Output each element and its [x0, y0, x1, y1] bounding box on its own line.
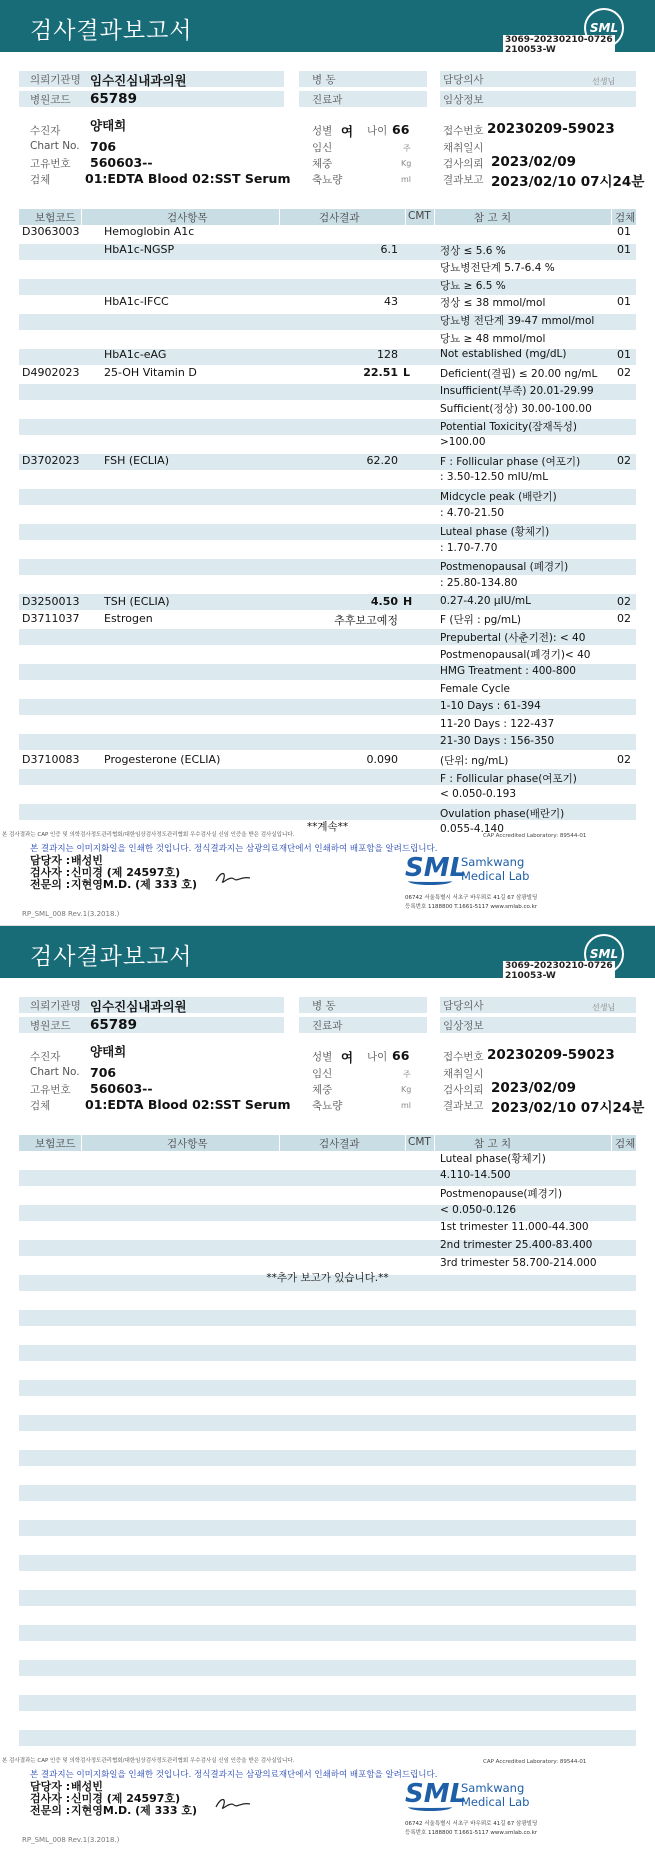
urine-unit: ml [401, 1101, 412, 1110]
pregnancy-unit: 주 [403, 144, 411, 153]
form-code: RP_SML_008 Rev.1(3.2018.) [22, 910, 120, 918]
id-label: 고유번호 [30, 158, 71, 170]
examiner-label: 검사자 : [30, 1792, 71, 1805]
reference-range: 당뇨병전단계 5.7-6.4 % [440, 262, 555, 274]
test-item: TSH (ECLIA) [104, 595, 170, 608]
col-cmt: CMT [408, 1136, 431, 1148]
chart-value: 706 [90, 139, 117, 154]
test-item: FSH (ECLIA) [104, 454, 169, 467]
specimen-label: 검체 [30, 174, 51, 186]
reference-range: 정상 ≤ 38 mmol/mol [440, 297, 546, 309]
signature-icon [213, 1795, 253, 1813]
request-value: 2023/02/09 [491, 154, 577, 170]
doctor-suffix: 선생님 [592, 1003, 616, 1012]
reference-range: 당뇨 ≥ 6.5 % [440, 280, 506, 292]
reference-range: 정상 ≤ 5.6 % [440, 245, 506, 257]
test-result: 62.20 [366, 454, 398, 467]
dept-label: 진료과 [312, 1020, 343, 1032]
specialist-value: 지현영M.D. (제 333 호) [71, 878, 198, 891]
patient-value: 양태희 [90, 118, 127, 133]
report-page-2: 검사결과보고서 SML 3069-20230210-0726 210053-W 의뢰기관명 임수진심내과의원 병 동 담당의사 선생님 병원코드 65789 진료과 임상정보 수진자 양태희 성별 여 나이 66 접수번호 20230209-59023 Chart No. 706 임신 주 채취일시 고유번호 560603-- 체중 Kg 검사의뢰 2023/02/09 검체 01:EDTA Blood 02:SST Serum 축뇨량 ml 결과보고 2023/02/10 07시24분 보험코드 검사항목 검사결과 CMT 참 고 치 검체 Luteal phase(황체기) 4.110-14.500 Postmenopause(폐경기) < 0.050-0.126 1st trimester 11.000-44.300 2nd trimester 25.400-83.400 3rd trimester 58.700-214.000 **추가 보고가 있습니다.** 본 검사결과는 CAP 인증 및 의학검사정도관리협회/대한임상검사정도관리협회 우수검사실 신임 인증을 받은 검사실입니다. CAP Accredited Laboratory: 89544-01 본 결과지는 이미지화일을 인쇄한 것입니다. 정식결과지는 삼광의료재단에서 인쇄하여 배포함을 알려드립니다. 담당자 : 배성빈 검사자 : 신미경 (제 24597호) 전문의 : 지현영M.D. (제 333 호) SML Samkwang Medical Lab 06742 서울특별시 서초구 바우뫼로 41길 67 삼광빌딩 등록번호 1188800 T.1661-5117 www.smlab.co.kr RP_SML_008 Rev.1(3.2018.) [0, 925, 655, 1850]
result-date-label: 결과보고 [443, 174, 484, 186]
signature-icon [213, 869, 253, 887]
specimen-code: 01 [617, 243, 631, 256]
sex-value: 여 [341, 1050, 354, 1065]
col-ref: 참 고 치 [474, 212, 512, 224]
test-item: Hemoglobin A1c [104, 225, 195, 238]
print-notice: 본 결과지는 이미지화일을 인쇄한 것입니다. 정식결과지는 삼광의료재단에서 인쇄하여 배포함을 알려드립니다. [30, 844, 438, 854]
reference-range: 3rd trimester 58.700-214.000 [440, 1257, 597, 1269]
institution-value: 임수진심내과의원 [90, 73, 187, 88]
col-ref: 참 고 치 [474, 1138, 512, 1150]
doctor-label: 담당의사 [443, 74, 484, 86]
test-item: 25-OH Vitamin D [104, 366, 197, 379]
col-specimen: 검체 [615, 212, 636, 224]
reference-range: Postmenopausal (폐경기) [440, 561, 569, 573]
test-result: 22.51 [363, 366, 398, 379]
specimen-code: 01 [617, 225, 631, 238]
specimen-code: 02 [617, 753, 631, 766]
reference-range: 11-20 Days : 122-437 [440, 718, 555, 730]
specimen-code: 01 [617, 348, 631, 361]
test-result: 43 [384, 295, 398, 308]
doctor-label: 담당의사 [443, 1000, 484, 1012]
continue-note: **계속** [306, 821, 349, 833]
reference-range: : 4.70-21.50 [440, 507, 505, 519]
reference-range: : 25.80-134.80 [440, 577, 518, 589]
reference-range: (단위: ng/mL) [440, 755, 509, 767]
request-label: 검사의뢰 [443, 1084, 484, 1096]
reference-range: : 1.70-7.70 [440, 542, 498, 554]
patient-value: 양태희 [90, 1044, 127, 1059]
weight-label: 체중 [312, 1084, 333, 1096]
additional-report-note: **추가 보고가 있습니다.** [266, 1272, 389, 1284]
reference-range: : 3.50-12.50 mIU/mL [440, 471, 549, 483]
insurance-code: D3711037 [22, 612, 80, 625]
reference-range: 1st trimester 11.000-44.300 [440, 1221, 589, 1233]
result-flag: L [403, 366, 411, 379]
reference-range: Luteal phase (황체기) [440, 526, 550, 538]
institution-label: 의뢰기관명 [30, 74, 81, 86]
test-item: Estrogen [104, 612, 153, 625]
test-result: 128 [377, 348, 398, 361]
pregnancy-unit: 주 [403, 1070, 411, 1079]
hospital-code-label: 병원코드 [30, 94, 71, 106]
age-value: 66 [392, 1048, 410, 1063]
reception-label: 접수번호 [443, 1051, 484, 1063]
reference-range: 1-10 Days : 61-394 [440, 700, 541, 712]
urine-label: 축뇨량 [312, 174, 343, 186]
reference-range: Luteal phase(황체기) [440, 1153, 546, 1165]
weight-unit: Kg [401, 159, 412, 168]
test-result: 0.090 [366, 753, 398, 766]
examiner-label: 검사자 : [30, 866, 71, 879]
cap-note: CAP Accredited Laboratory: 89544-01 [483, 1759, 587, 1765]
clinical-label: 임상정보 [443, 1020, 484, 1032]
reference-range: Sufficient(정상) 30.00-100.00 [440, 403, 592, 415]
specimen-code: 02 [617, 595, 631, 608]
report-title: 검사결과보고서 [30, 18, 193, 44]
pregnancy-label: 임신 [312, 142, 333, 154]
collect-label: 채취일시 [443, 1068, 484, 1080]
col-result: 검사결과 [319, 212, 360, 224]
sml-logo-icon: SML [584, 934, 624, 974]
lab-contact: 등록번호 1188800 T.1661-5117 www.smlab.co.kr [405, 904, 538, 910]
fine-print: 본 검사결과는 CAP 인증 및 의학검사정도관리협회/대한임상검사정도관리협회 우수검사실 신임 인증을 받은 검사실입니다. [2, 832, 295, 838]
specimen-code: 01 [617, 295, 631, 308]
charge-value: 배성빈 [71, 1780, 103, 1793]
specialist-value: 지현영M.D. (제 333 호) [71, 1804, 198, 1817]
charge-value: 배성빈 [71, 854, 103, 867]
patient-label: 수진자 [30, 1051, 61, 1063]
result-date-label: 결과보고 [443, 1100, 484, 1112]
sex-label: 성별 [312, 125, 333, 137]
age-label: 나이 [367, 1051, 388, 1063]
reference-range: Postmenopause(폐경기) [440, 1188, 563, 1200]
reference-range: Prepubertal (사춘기전): < 40 [440, 632, 586, 644]
charge-label: 담당자 : [30, 1780, 71, 1793]
document-number: 3069-20230210-0726 210053-W [505, 961, 613, 981]
result-date-value: 2023/02/10 07시24분 [491, 1100, 645, 1116]
reference-range: Female Cycle [440, 683, 510, 695]
reference-range: Postmenopausal(폐경기)< 40 [440, 649, 591, 661]
chart-label: Chart No. [30, 1066, 80, 1078]
cap-note: CAP Accredited Laboratory: 89544-01 [483, 833, 587, 839]
hospital-code-value: 65789 [90, 91, 137, 107]
examiner-value: 신미경 (제 24597호) [71, 1792, 181, 1805]
test-item: HbA1c-eAG [104, 348, 167, 361]
age-label: 나이 [367, 125, 388, 137]
lab-address: 06742 서울특별시 서초구 바우뫼로 41길 67 삼광빌딩 [405, 1821, 538, 1827]
col-code: 보험코드 [35, 212, 76, 224]
reference-range: 4.110-14.500 [440, 1169, 511, 1181]
specimen-label: 검체 [30, 1100, 51, 1112]
urine-unit: ml [401, 175, 412, 184]
col-result: 검사결과 [319, 1138, 360, 1150]
col-specimen: 검체 [615, 1138, 636, 1150]
chart-label: Chart No. [30, 140, 80, 152]
patient-label: 수진자 [30, 125, 61, 137]
reference-range: 당뇨병 전단계 39-47 mmol/mol [440, 315, 595, 327]
reference-range: Potential Toxicity(잠재독성) [440, 421, 577, 433]
specimen-value: 01:EDTA Blood 02:SST Serum [85, 171, 291, 186]
col-code: 보험코드 [35, 1138, 76, 1150]
test-result: 4.50 [370, 595, 398, 608]
ward-label: 병 동 [312, 1000, 336, 1012]
charge-label: 담당자 : [30, 854, 71, 867]
print-notice: 본 결과지는 이미지화일을 인쇄한 것입니다. 정식결과지는 삼광의료재단에서 인쇄하여 배포함을 알려드립니다. [30, 1770, 438, 1780]
test-result: 추후보고예정 [334, 614, 398, 627]
weight-label: 체중 [312, 158, 333, 170]
reference-range: HMG Treatment : 400-800 [440, 665, 576, 677]
reference-range: Deficient(결핍) ≤ 20.00 ng/mL [440, 368, 598, 380]
id-label: 고유번호 [30, 1084, 71, 1096]
reference-range: Midcycle peak (배란기) [440, 491, 557, 503]
reference-range: Ovulation phase(배란기) [440, 808, 565, 820]
reference-range: Insufficient(부족) 20.01-29.99 [440, 385, 594, 397]
institution-label: 의뢰기관명 [30, 1000, 81, 1012]
weight-unit: Kg [401, 1085, 412, 1094]
specialist-label: 전문의 : [30, 1804, 71, 1817]
reception-value: 20230209-59023 [487, 1047, 615, 1063]
reception-value: 20230209-59023 [487, 121, 615, 137]
result-flag: H [403, 595, 413, 608]
insurance-code: D3063003 [22, 225, 80, 238]
age-value: 66 [392, 122, 410, 137]
insurance-code: D3710083 [22, 753, 80, 766]
col-item: 검사항목 [167, 1138, 208, 1150]
reference-range: >100.00 [440, 436, 486, 448]
id-value: 560603-- [90, 155, 153, 170]
pregnancy-label: 임신 [312, 1068, 333, 1080]
reference-range: 2nd trimester 25.400-83.400 [440, 1239, 593, 1251]
test-result: 6.1 [380, 243, 398, 256]
ward-label: 병 동 [312, 74, 336, 86]
clinical-label: 임상정보 [443, 94, 484, 106]
results-table-header [19, 1135, 636, 1151]
dept-label: 진료과 [312, 94, 343, 106]
sex-value: 여 [341, 124, 354, 139]
reference-range: < 0.050-0.126 [440, 1204, 517, 1216]
reference-range: 0.27-4.20 μIU/mL [440, 595, 531, 607]
test-item: Progesterone (ECLIA) [104, 753, 221, 766]
sex-label: 성별 [312, 1051, 333, 1063]
col-item: 검사항목 [167, 212, 208, 224]
reference-range: F : Follicular phase(여포기) [440, 773, 577, 785]
lab-address: 06742 서울특별시 서초구 바우뫼로 41길 67 삼광빌딩 [405, 895, 538, 901]
specimen-code: 02 [617, 612, 631, 625]
test-item: HbA1c-NGSP [104, 243, 175, 256]
insurance-code: D3250013 [22, 595, 80, 608]
result-date-value: 2023/02/10 07시24분 [491, 174, 645, 190]
insurance-code: D4902023 [22, 366, 80, 379]
chart-value: 706 [90, 1065, 117, 1080]
specialist-label: 전문의 : [30, 878, 71, 891]
urine-label: 축뇨량 [312, 1100, 343, 1112]
id-value: 560603-- [90, 1081, 153, 1096]
hospital-code-value: 65789 [90, 1017, 137, 1033]
request-label: 검사의뢰 [443, 158, 484, 170]
results-table-header [19, 209, 636, 225]
request-value: 2023/02/09 [491, 1080, 577, 1096]
collect-label: 채취일시 [443, 142, 484, 154]
form-code: RP_SML_008 Rev.1(3.2018.) [22, 1836, 120, 1844]
specimen-value: 01:EDTA Blood 02:SST Serum [85, 1097, 291, 1112]
sml-logo-icon: SML [584, 8, 624, 48]
reception-label: 접수번호 [443, 125, 484, 137]
doctor-suffix: 선생님 [592, 77, 616, 86]
institution-value: 임수진심내과의원 [90, 999, 187, 1014]
lab-contact: 등록번호 1188800 T.1661-5117 www.smlab.co.kr [405, 1830, 538, 1836]
test-item: HbA1c-IFCC [104, 295, 169, 308]
hospital-code-label: 병원코드 [30, 1020, 71, 1032]
specimen-code: 02 [617, 366, 631, 379]
examiner-value: 신미경 (제 24597호) [71, 866, 181, 879]
reference-range: < 0.050-0.193 [440, 788, 517, 800]
specimen-code: 02 [617, 454, 631, 467]
reference-range: F : Follicular phase (여포기) [440, 456, 581, 468]
reference-range: Not established (mg/dL) [440, 348, 567, 360]
reference-range: 0.055-4.140 [440, 823, 504, 835]
report-page-1: 검사결과보고서 SML 3069-20230210-0726 210053-W 의뢰기관명 임수진심내과의원 병 동 담당의사 선생님 병원코드 65789 진료과 임상정보 수진자 양태희 성별 여 나이 66 접수번호 20230209-59023 Chart No. 706 임신 주 채취일시 고유번호 560603-- 체중 Kg 검사의뢰 2023/02/09 검체 01:EDTA Blood 02:SST Serum 축뇨량 ml 결과보고 2023/02/10 07시24분 보험코드 검사항목 검사결과 CMT 참 고 치 검체 D3063003 Hemoglobin A1c 01 HbA1c-NGSP 6.1 정상 ≤ 5.6 % 01 당뇨병전단계 5.7-6.4 % 당뇨 ≥ 6.5 % HbA1c-IFCC 43 정상 ≤ 38 mmol/mol 01 당뇨병 전단계 39-47 mmol/mol 당뇨 ≥ 48 mmol/mol HbA1c-eAG 128 Not established (mg/dL) 01 D4902023 25-OH Vitamin D 22.51 L Deficient(결핍) ≤ 20.00 ng/mL 02 Insufficient(부족) 20.01-29.99 Sufficient(정상) 30.00-100.00 Potential Toxicity(잠재독성) >100.00 D3702023 FSH (ECLIA) 62.20 F : Follicular phase (여포기) 02 : 3.50-12.50 mIU/mL Midcycle peak (배란기) : 4.70-21.50 Luteal phase (황체기) : 1.70-7.70 Postmenopausal (폐경기) : 25.80-134.80 D3250013 TSH (ECLIA) 4.50 H 0.27-4.20 μIU/mL 02 D3711037 Estrogen 추후보고예정 F (단위 : pg/mL) 02 Prepubertal (사춘기전): < 40 Postmenopausal(폐경기)< 40 HMG Treatment : 400-800 Female Cycle 1-10 Days : 61-394 11-20 Days : 122-437 21-30 Days : 156-350 D3710083 Progesterone (ECLIA) 0.090 (단위: ng/mL) 02 F : Follicular phase(여포기) < 0.050-0.193 Ovulation phase(배란기) 0.055-4.140 **계속** 본 검사결과는 CAP 인증 및 의학검사정도관리협회/대한임상검사정도관리협회 우수검사실 신임 인증을 받은 검사실입니다. CAP Accredited Laboratory: 89544-01 본 결과지는 이미지화일을 인쇄한 것입니다. 정식결과지는 삼광의료재단에서 인쇄하여 배포함을 알려드립니다. 담당자 : 배성빈 검사자 : 신미경 (제 24597호) 전문의 : 지현영M.D. (제 333 호) SML Samkwang Medical Lab 06742 서울특별시 서초구 바우뫼로 41길 67 삼광빌딩 등록번호 1188800 T.1661-5117 www.smlab.co.kr RP_SML_008 Rev.1(3.2018.) [0, 0, 655, 925]
reference-range: F (단위 : pg/mL) [440, 614, 522, 626]
insurance-code: D3702023 [22, 454, 80, 467]
document-number: 3069-20230210-0726 210053-W [505, 35, 613, 55]
fine-print: 본 검사결과는 CAP 인증 및 의학검사정도관리협회/대한임상검사정도관리협회 우수검사실 신임 인증을 받은 검사실입니다. [2, 1758, 295, 1764]
reference-range: 21-30 Days : 156-350 [440, 735, 555, 747]
reference-range: 당뇨 ≥ 48 mmol/mol [440, 333, 546, 345]
report-title: 검사결과보고서 [30, 944, 193, 970]
col-cmt: CMT [408, 210, 431, 222]
